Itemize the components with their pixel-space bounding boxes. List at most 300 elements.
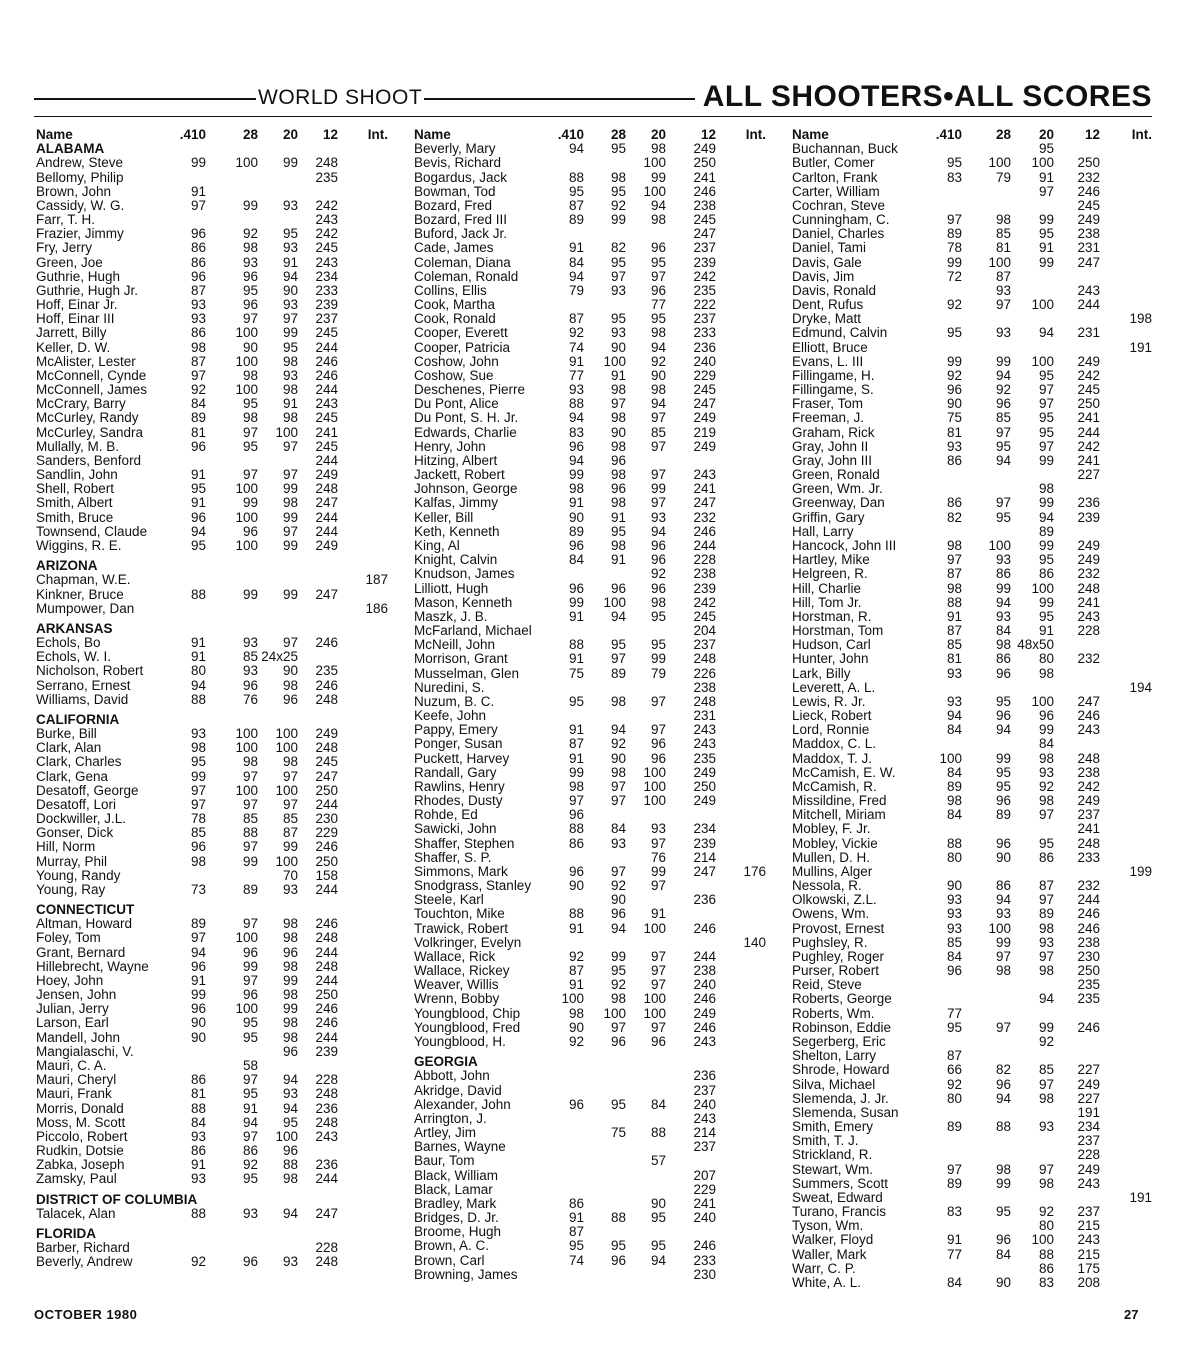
shooter-row (36, 397, 392, 411)
shooter-row (414, 596, 774, 610)
shooter-row (36, 539, 392, 553)
score-410: 89 (568, 523, 584, 539)
shooter-row (36, 1016, 392, 1030)
score-410: 86 (190, 1143, 206, 1159)
score-12: 236 (693, 1068, 716, 1084)
shooter-name: Shrode, Howard (792, 1062, 890, 1078)
state-heading: CALIFORNIA (36, 711, 120, 727)
shooter-name: Mason, Kenneth (414, 594, 513, 610)
score-28: 92 (242, 1157, 258, 1173)
shooter-row (36, 468, 392, 482)
score-12: 248 (315, 1114, 338, 1130)
shooter-row (792, 596, 1152, 610)
shooter-row (792, 766, 1152, 780)
score-410: 88 (190, 1100, 206, 1116)
shooter-row (414, 341, 774, 355)
shooter-row (414, 284, 774, 298)
shooter-row (792, 582, 1152, 596)
score-12: 250 (315, 853, 338, 869)
score-12: 243 (1077, 282, 1100, 298)
score-12: 241 (1077, 821, 1100, 837)
shooter-row (414, 567, 774, 581)
shooter-name: Keller, D. W. (36, 339, 111, 355)
score-12: 250 (315, 782, 338, 798)
shooter-name: Mangialaschi, V. (36, 1043, 134, 1059)
score-20: 95 (1038, 410, 1054, 426)
shooter-name: Hill, Tom Jr. (792, 594, 862, 610)
score-410: 82 (946, 509, 962, 525)
shooter-row (414, 667, 774, 681)
score-20: 100 (643, 183, 666, 199)
score-410: 91 (568, 920, 584, 936)
score-28: 92 (610, 878, 626, 894)
shooter-row (792, 553, 1152, 567)
score-20: 96 (282, 944, 298, 960)
score-410: 87 (190, 353, 206, 369)
shooter-row (414, 922, 774, 936)
score-28: 98 (610, 764, 626, 780)
score-20: 90 (650, 1195, 666, 1211)
score-410: 85 (946, 637, 962, 653)
score-12: 234 (1077, 1119, 1100, 1135)
shooter-name: Touchton, Mike (414, 906, 505, 922)
shooter-row (36, 664, 392, 678)
score-410: 87 (568, 963, 584, 979)
score-20: 94 (282, 1100, 298, 1116)
score-28: 96 (242, 677, 258, 693)
shooter-row (414, 1197, 774, 1211)
score-20: 98 (1038, 920, 1054, 936)
shooter-row (36, 1130, 392, 1144)
score-410: 87 (946, 623, 962, 639)
score-12: 237 (1077, 807, 1100, 823)
score-20: 97 (282, 438, 298, 454)
shooter-row (792, 440, 1152, 454)
shooter-name: Nuredini, S. (414, 679, 485, 695)
score-int: 140 (743, 934, 766, 950)
score-410: 91 (568, 608, 584, 624)
shooter-row (36, 1207, 392, 1221)
score-410: 81 (190, 1086, 206, 1102)
score-28: 92 (610, 736, 626, 752)
score-20: 94 (650, 1252, 666, 1268)
score-28: 100 (603, 353, 626, 369)
score-20: 93 (650, 821, 666, 837)
column-header-1: .410 (179, 127, 206, 142)
score-12: 247 (315, 586, 338, 602)
score-28: 96 (242, 523, 258, 539)
shooter-row (792, 326, 1152, 340)
score-20: 93 (282, 1254, 298, 1270)
score-28: 95 (610, 1238, 626, 1254)
score-20: 86 (1038, 849, 1054, 865)
score-12: 233 (1077, 849, 1100, 865)
header-rule-lower (34, 116, 1152, 117)
page-title: ALL SHOOTERS•ALL SCORES (695, 80, 1152, 114)
shooter-row (792, 893, 1152, 907)
score-28: 100 (235, 382, 258, 398)
shooter-name: Simmons, Mark (414, 863, 508, 879)
column-header-name: Name (792, 127, 829, 142)
score-28: 97 (242, 1128, 258, 1144)
shooter-name: Maddox, C. L. (792, 736, 877, 752)
score-28: 90 (995, 1274, 1011, 1290)
shooter-name: Cook, Ronald (414, 311, 496, 327)
shooter-name: Freeman, J. (792, 410, 865, 426)
shooter-row (792, 1191, 1152, 1205)
score-12: 244 (693, 537, 716, 553)
shooter-name: Owens, Wm. (792, 906, 870, 922)
score-28: 96 (995, 708, 1011, 724)
shooter-name: Brown, A. C. (414, 1238, 490, 1254)
score-20: 97 (650, 495, 666, 511)
shooter-row (792, 426, 1152, 440)
score-410: 93 (190, 1128, 206, 1144)
score-12: 247 (693, 226, 716, 242)
score-20: 100 (1031, 297, 1054, 313)
score-12: 244 (315, 452, 338, 468)
score-28: 86 (995, 878, 1011, 894)
score-28: 95 (995, 509, 1011, 525)
score-28: 91 (610, 367, 626, 383)
score-12: 240 (693, 353, 716, 369)
shooter-row (414, 1084, 774, 1098)
score-20: 100 (275, 726, 298, 742)
score-12: 247 (693, 495, 716, 511)
score-410: 91 (568, 353, 584, 369)
score-410: 86 (946, 452, 962, 468)
shooter-name: Williams, David (36, 691, 129, 707)
score-28: 97 (242, 311, 258, 327)
shooter-name: McCurley, Randy (36, 410, 139, 426)
score-12: 158 (315, 867, 338, 883)
column-header-row (792, 128, 1152, 142)
score-410: 92 (946, 367, 962, 383)
score-20: 95 (1038, 835, 1054, 851)
score-12: 244 (1077, 424, 1100, 440)
shooter-name: Andrew, Steve (36, 155, 124, 171)
score-20: 99 (282, 481, 298, 497)
score-20: 98 (282, 987, 298, 1003)
score-20: 95 (650, 1238, 666, 1254)
score-410: 80 (190, 663, 206, 679)
score-12: 246 (315, 677, 338, 693)
score-410: 91 (946, 608, 962, 624)
score-410: 91 (568, 1210, 584, 1226)
score-12: 248 (693, 651, 716, 667)
score-12: 234 (693, 821, 716, 837)
score-28: 100 (235, 509, 258, 525)
score-28: 100 (235, 1001, 258, 1017)
score-410: 94 (568, 268, 584, 284)
score-28: 100 (235, 726, 258, 742)
score-12: 235 (315, 169, 338, 185)
score-12: 246 (1077, 708, 1100, 724)
score-28: 100 (235, 155, 258, 171)
shooter-row (414, 624, 774, 638)
score-20: 95 (1038, 367, 1054, 383)
score-410: 88 (946, 594, 962, 610)
shooter-row (792, 950, 1152, 964)
score-410: 98 (190, 740, 206, 756)
shooter-name: Bridges, D. Jr. (414, 1210, 499, 1226)
shooter-row (414, 1225, 774, 1239)
score-12: 249 (693, 793, 716, 809)
shooter-row (792, 525, 1152, 539)
shooter-row (36, 341, 392, 355)
shooter-name: Rohde, Ed (414, 807, 478, 823)
score-410: 98 (190, 853, 206, 869)
score-410: 84 (568, 254, 584, 270)
shooter-name: Frazier, Jimmy (36, 226, 124, 242)
score-12: 245 (693, 212, 716, 228)
score-12: 248 (1077, 835, 1100, 851)
score-28: 76 (242, 691, 258, 707)
score-12: 243 (315, 254, 338, 270)
score-410: 84 (946, 722, 962, 738)
score-28: 98 (995, 212, 1011, 228)
shooter-row (792, 1106, 1152, 1120)
score-20: 83 (1038, 1274, 1054, 1290)
score-410: 90 (190, 1029, 206, 1045)
shooter-name: Cook, Martha (414, 297, 496, 313)
score-28: 97 (242, 972, 258, 988)
score-28: 94 (995, 452, 1011, 468)
score-20: 99 (282, 537, 298, 553)
score-12: 228 (315, 1240, 338, 1256)
shooter-row (414, 652, 774, 666)
score-20: 100 (643, 793, 666, 809)
score-12: 228 (693, 552, 716, 568)
score-28: 99 (242, 495, 258, 511)
score-28: 98 (610, 438, 626, 454)
score-28: 97 (242, 1072, 258, 1088)
shooter-row (792, 1078, 1152, 1092)
shooter-name: Roberts, George (792, 991, 892, 1007)
shooter-name: Hall, Larry (792, 523, 854, 539)
score-28: 98 (242, 754, 258, 770)
score-28: 97 (995, 495, 1011, 511)
score-410: 85 (946, 934, 962, 950)
score-20: 99 (282, 972, 298, 988)
score-12: 238 (1077, 764, 1100, 780)
score-410: 94 (568, 410, 584, 426)
score-12: 246 (315, 1001, 338, 1017)
score-12: 249 (693, 1005, 716, 1021)
score-20: 94 (282, 268, 298, 284)
score-28: 98 (610, 467, 626, 483)
score-20: 99 (1038, 594, 1054, 610)
score-410: 99 (568, 594, 584, 610)
shooter-name: Carter, William (792, 183, 880, 199)
score-28: 90 (610, 424, 626, 440)
shooter-row (414, 1126, 774, 1140)
shooter-row (36, 741, 392, 755)
score-20: 94 (650, 396, 666, 412)
score-12: 249 (315, 467, 338, 483)
shooter-row (414, 369, 774, 383)
shooter-name: Baur, Tom (414, 1153, 475, 1169)
score-28: 97 (242, 424, 258, 440)
score-410: 92 (568, 948, 584, 964)
shooter-name: Butler, Comer (792, 155, 875, 171)
score-28: 97 (242, 839, 258, 855)
score-410: 89 (190, 410, 206, 426)
score-28: 94 (995, 892, 1011, 908)
shooter-row (792, 1148, 1152, 1162)
score-20: 97 (650, 948, 666, 964)
shooter-name: Ponger, Susan (414, 736, 503, 752)
shooter-row (36, 869, 392, 883)
score-410: 94 (190, 523, 206, 539)
shooter-name: Fraser, Tom (792, 396, 864, 412)
score-410: 87 (190, 282, 206, 298)
score-410: 95 (568, 693, 584, 709)
score-12: 239 (693, 254, 716, 270)
shooter-name: Chapman, W.E. (36, 572, 131, 588)
score-12: 248 (315, 481, 338, 497)
score-410: 97 (946, 1161, 962, 1177)
column-header-5: Int. (1131, 127, 1152, 142)
shooter-row (792, 397, 1152, 411)
shooter-name: Moss, M. Scott (36, 1114, 126, 1130)
score-12: 241 (1077, 410, 1100, 426)
score-28: 100 (988, 155, 1011, 171)
shooter-name: Shell, Robert (36, 481, 115, 497)
shooter-name: Hudson, Carl (792, 637, 871, 653)
score-410: 95 (946, 1019, 962, 1035)
score-20: 96 (650, 537, 666, 553)
shooter-name: McFarland, Michael (414, 623, 532, 639)
shooter-row (36, 383, 392, 397)
shooter-name: Green, Ronald (792, 467, 880, 483)
shooter-row (414, 1112, 774, 1126)
score-12: 246 (315, 367, 338, 383)
score-28: 99 (995, 580, 1011, 596)
shooter-name: Grant, Bernard (36, 944, 126, 960)
shooter-row (414, 411, 774, 425)
score-20: 97 (1038, 1076, 1054, 1092)
shooter-name: Purser, Robert (792, 963, 880, 979)
shooter-name: Slemenda, Susan (792, 1104, 899, 1120)
score-410: 91 (568, 240, 584, 256)
score-column-3 (792, 128, 1152, 1290)
score-28: 95 (610, 523, 626, 539)
score-12: 248 (693, 693, 716, 709)
score-20: 97 (650, 467, 666, 483)
score-12: 228 (315, 1072, 338, 1088)
shooter-name: Coshow, Sue (414, 367, 494, 383)
score-410: 83 (946, 169, 962, 185)
score-12: 243 (693, 722, 716, 738)
score-12: 243 (693, 736, 716, 752)
shooter-name: Mobley, Vickie (792, 835, 878, 851)
score-12: 242 (1077, 367, 1100, 383)
shooter-row (36, 826, 392, 840)
score-410: 77 (946, 1246, 962, 1262)
shooter-row (414, 1140, 774, 1154)
shooter-name: Lord, Ronnie (792, 722, 870, 738)
shooter-name: Segerberg, Eric (792, 1034, 886, 1049)
score-20: 96 (282, 1043, 298, 1059)
shooter-row (792, 1219, 1152, 1233)
shooter-name: Black, William (414, 1167, 499, 1183)
score-12: 242 (1077, 438, 1100, 454)
shooter-name: McCurley, Sandra (36, 424, 144, 440)
score-410: 89 (946, 778, 962, 794)
shooter-name: Smith, Emery (792, 1119, 874, 1135)
column-header-1: .410 (935, 127, 962, 142)
score-20: 94 (650, 197, 666, 213)
shooter-name: Hill, Charlie (792, 580, 862, 596)
shooter-name: Wallace, Rickey (414, 963, 510, 979)
shooter-row (36, 312, 392, 326)
score-12: 230 (693, 1266, 716, 1282)
shooter-name: Talacek, Alan (36, 1205, 116, 1221)
score-12: 246 (315, 353, 338, 369)
shooter-row (414, 1035, 774, 1049)
shooter-row (792, 794, 1152, 808)
score-410: 96 (568, 807, 584, 823)
shooter-row (792, 369, 1152, 383)
shooter-name: Clark, Gena (36, 768, 109, 784)
shooter-name: Henry, John (414, 438, 486, 454)
score-12: 229 (693, 367, 716, 383)
shooter-name: Edmund, Calvin (792, 325, 888, 341)
score-12: 248 (315, 930, 338, 946)
state-heading: GEORGIA (414, 1054, 478, 1070)
score-20: 100 (275, 1128, 298, 1144)
score-28: 98 (242, 410, 258, 426)
shooter-row (792, 752, 1152, 766)
shooter-row (36, 1031, 392, 1045)
shooter-row (36, 284, 392, 298)
score-28: 94 (995, 722, 1011, 738)
shooter-row (36, 1045, 392, 1059)
shooter-name: Bradley, Mark (414, 1195, 497, 1211)
score-28: 96 (610, 1252, 626, 1268)
score-28: 100 (235, 353, 258, 369)
score-28: 96 (995, 793, 1011, 809)
score-410: 91 (190, 1157, 206, 1173)
score-28: 96 (995, 665, 1011, 681)
score-410: 98 (946, 793, 962, 809)
score-12: 245 (315, 438, 338, 454)
shooter-name: Musselman, Glen (414, 665, 520, 681)
shooter-row (414, 270, 774, 284)
shooter-name: Alexander, John (414, 1096, 511, 1112)
shooter-row (414, 525, 774, 539)
score-28: 92 (610, 197, 626, 213)
score-20: 90 (282, 282, 298, 298)
shooter-name: Mandell, John (36, 1029, 121, 1045)
score-20: 96 (650, 750, 666, 766)
score-20: 90 (650, 367, 666, 383)
score-20: 98 (282, 382, 298, 398)
score-12: 246 (693, 1019, 716, 1035)
shooter-name: Artley, Jim (414, 1125, 477, 1141)
score-28: 98 (610, 693, 626, 709)
score-20: 99 (282, 509, 298, 525)
score-28: 97 (610, 396, 626, 412)
shooter-row (414, 766, 774, 780)
score-12: 246 (315, 1015, 338, 1031)
score-28: 95 (610, 963, 626, 979)
score-12: 237 (693, 1082, 716, 1098)
score-12: 243 (1077, 1232, 1100, 1248)
score-410: 91 (190, 649, 206, 665)
score-410: 84 (946, 807, 962, 823)
